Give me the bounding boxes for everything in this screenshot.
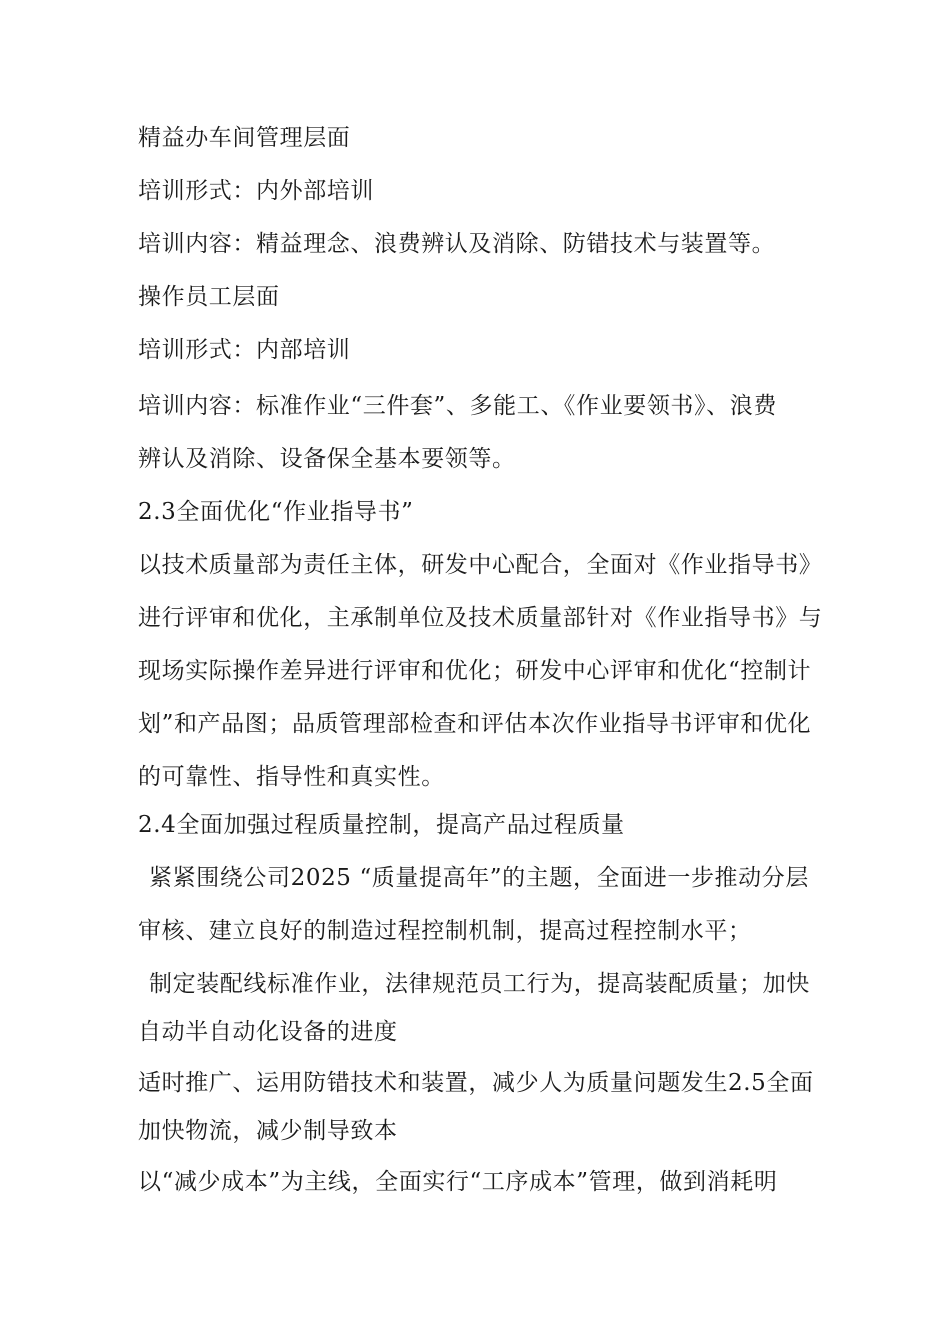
section-heading-lean-office: 精益办车间管理层面 [138, 125, 351, 151]
paragraph-line: 辨认及消除、设备保全基本要领等。 [138, 446, 516, 472]
paragraph-line: 审核、建立良好的制造过程控制机制，提高过程控制水平； [138, 918, 752, 944]
paragraph-line: 以技术质量部为责任主体，研发中心配合，全面对《作业指导书》 [138, 552, 823, 578]
paragraph-line: 适时推广、运用防错技术和装置，减少人为质量问题发生2.5全面 [138, 1070, 814, 1096]
paragraph-line: 制定装配线标准作业，法律规范员工行为，提高装配质量；加快 [149, 971, 810, 997]
training-form-line: 培训形式：内外部培训 [138, 178, 374, 204]
training-content-line: 培训内容：精益理念、浪费辨认及消除、防错技术与装置等。 [138, 231, 776, 257]
paragraph-line: 现场实际操作差异进行评审和优化；研发中心评审和优化“控制计 [138, 658, 812, 684]
training-form-line: 培训形式：内部培训 [138, 337, 351, 363]
paragraph-line: 的可靠性、指导性和真实性。 [138, 764, 445, 790]
section-heading-2-3: 2.3全面优化“作业指导书” [138, 499, 414, 525]
section-heading-2-4: 2.4全面加强过程质量控制，提高产品过程质量 [138, 812, 625, 838]
training-content-line: 培训内容：标准作业“三件套”、多能工、《作业要领书》、浪费 [138, 393, 777, 419]
paragraph-line: 以“减少成本”为主线，全面实行“工序成本”管理，做到消耗明 [138, 1169, 778, 1195]
section-heading-operators: 操作员工层面 [138, 284, 280, 310]
paragraph-line: 紧紧围绕公司2025 “质量提高年”的主题，全面进一步推动分层 [149, 865, 809, 891]
paragraph-line: 划”和产品图；品质管理部检查和评估本次作业指导书评审和优化 [138, 711, 812, 737]
paragraph-line: 进行评审和优化，主承制单位及技术质量部针对《作业指导书》与 [138, 605, 823, 631]
paragraph-line: 自动半自动化设备的进度 [138, 1019, 398, 1045]
section-heading-2-5: 加快物流，减少制导致本 [138, 1118, 398, 1144]
